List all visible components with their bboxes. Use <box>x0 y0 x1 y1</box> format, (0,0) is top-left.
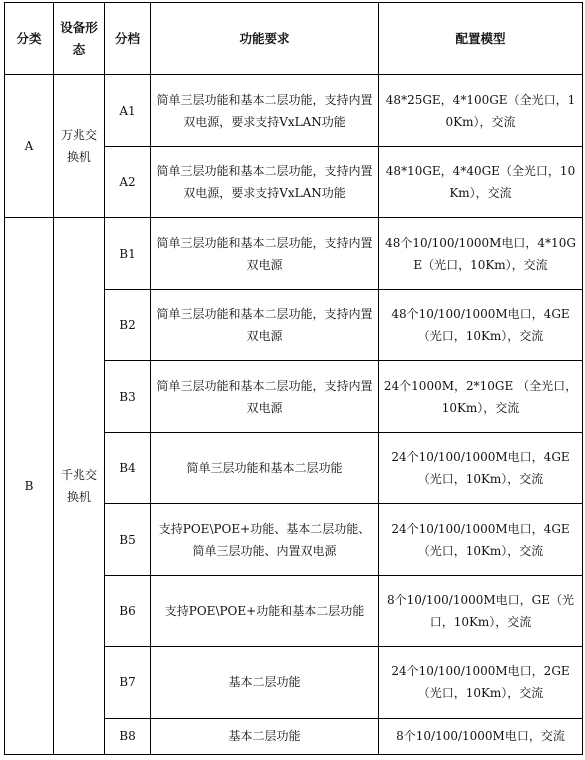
header-device-form: 设备形态 <box>54 3 105 75</box>
config-cell: 24个10/100/1000M电口，2GE（光口，10Km），交流 <box>379 647 583 718</box>
header-tier: 分档 <box>105 3 151 75</box>
config-cell: 24个10/100/1000M电口，4GE（光口，10Km），交流 <box>379 504 583 575</box>
tier-cell: B7 <box>105 647 151 718</box>
category-cell: A <box>5 75 54 218</box>
table-header-row <box>5 3 583 75</box>
device-form-cell: 千兆交换机 <box>54 218 105 755</box>
tier-cell: B4 <box>105 432 151 503</box>
function-cell: 基本二层功能 <box>151 647 379 718</box>
header-function: 功能要求 <box>151 3 379 75</box>
table-row <box>5 75 583 146</box>
category-cell: B <box>5 218 54 755</box>
config-cell: 48个10/100/1000M电口，4*10GE（光口，10Km），交流 <box>379 218 583 289</box>
tier-cell: B1 <box>105 218 151 289</box>
tier-cell: B6 <box>105 575 151 646</box>
tier-cell: B8 <box>105 718 151 754</box>
function-cell: 简单三层功能和基本二层功能，支持内置双电源 <box>151 218 379 289</box>
device-form-cell: 万兆交换机 <box>54 75 105 218</box>
function-cell: 支持POE\POE+功能和基本二层功能 <box>151 575 379 646</box>
config-cell: 24个10/100/1000M电口，4GE（光口，10Km），交流 <box>379 432 583 503</box>
function-cell: 简单三层功能和基本二层功能，支持内置双电源 <box>151 361 379 432</box>
function-cell: 支持POE\POE+功能、基本二层功能、简单三层功能、内置双电源 <box>151 504 379 575</box>
config-cell: 48*10GE，4*40GE（全光口，10Km），交流 <box>379 146 583 217</box>
tier-cell: B5 <box>105 504 151 575</box>
config-cell: 48*25GE，4*100GE（全光口，10Km），交流 <box>379 75 583 146</box>
header-category: 分类 <box>5 3 54 75</box>
config-cell: 48个10/100/1000M电口，4GE（光口，10Km），交流 <box>379 289 583 360</box>
function-cell: 简单三层功能和基本二层功能，支持内置双电源 <box>151 289 379 360</box>
config-cell: 8个10/100/1000M电口，交流 <box>379 718 583 754</box>
function-cell: 基本二层功能 <box>151 718 379 754</box>
table-row <box>5 218 583 289</box>
tier-cell: B2 <box>105 289 151 360</box>
function-cell: 简单三层功能和基本二层功能 <box>151 432 379 503</box>
switch-spec-table <box>4 2 583 755</box>
function-cell: 简单三层功能和基本二层功能，支持内置双电源，要求支持VxLAN功能 <box>151 146 379 217</box>
tier-cell: B3 <box>105 361 151 432</box>
config-cell: 8个10/100/1000M电口，GE（光口，10Km），交流 <box>379 575 583 646</box>
config-cell: 24个1000M，2*10GE （全光口，10Km），交流 <box>379 361 583 432</box>
tier-cell: A2 <box>105 146 151 217</box>
header-config: 配置模型 <box>379 3 583 75</box>
function-cell: 简单三层功能和基本二层功能，支持内置双电源，要求支持VxLAN功能 <box>151 75 379 146</box>
tier-cell: A1 <box>105 75 151 146</box>
